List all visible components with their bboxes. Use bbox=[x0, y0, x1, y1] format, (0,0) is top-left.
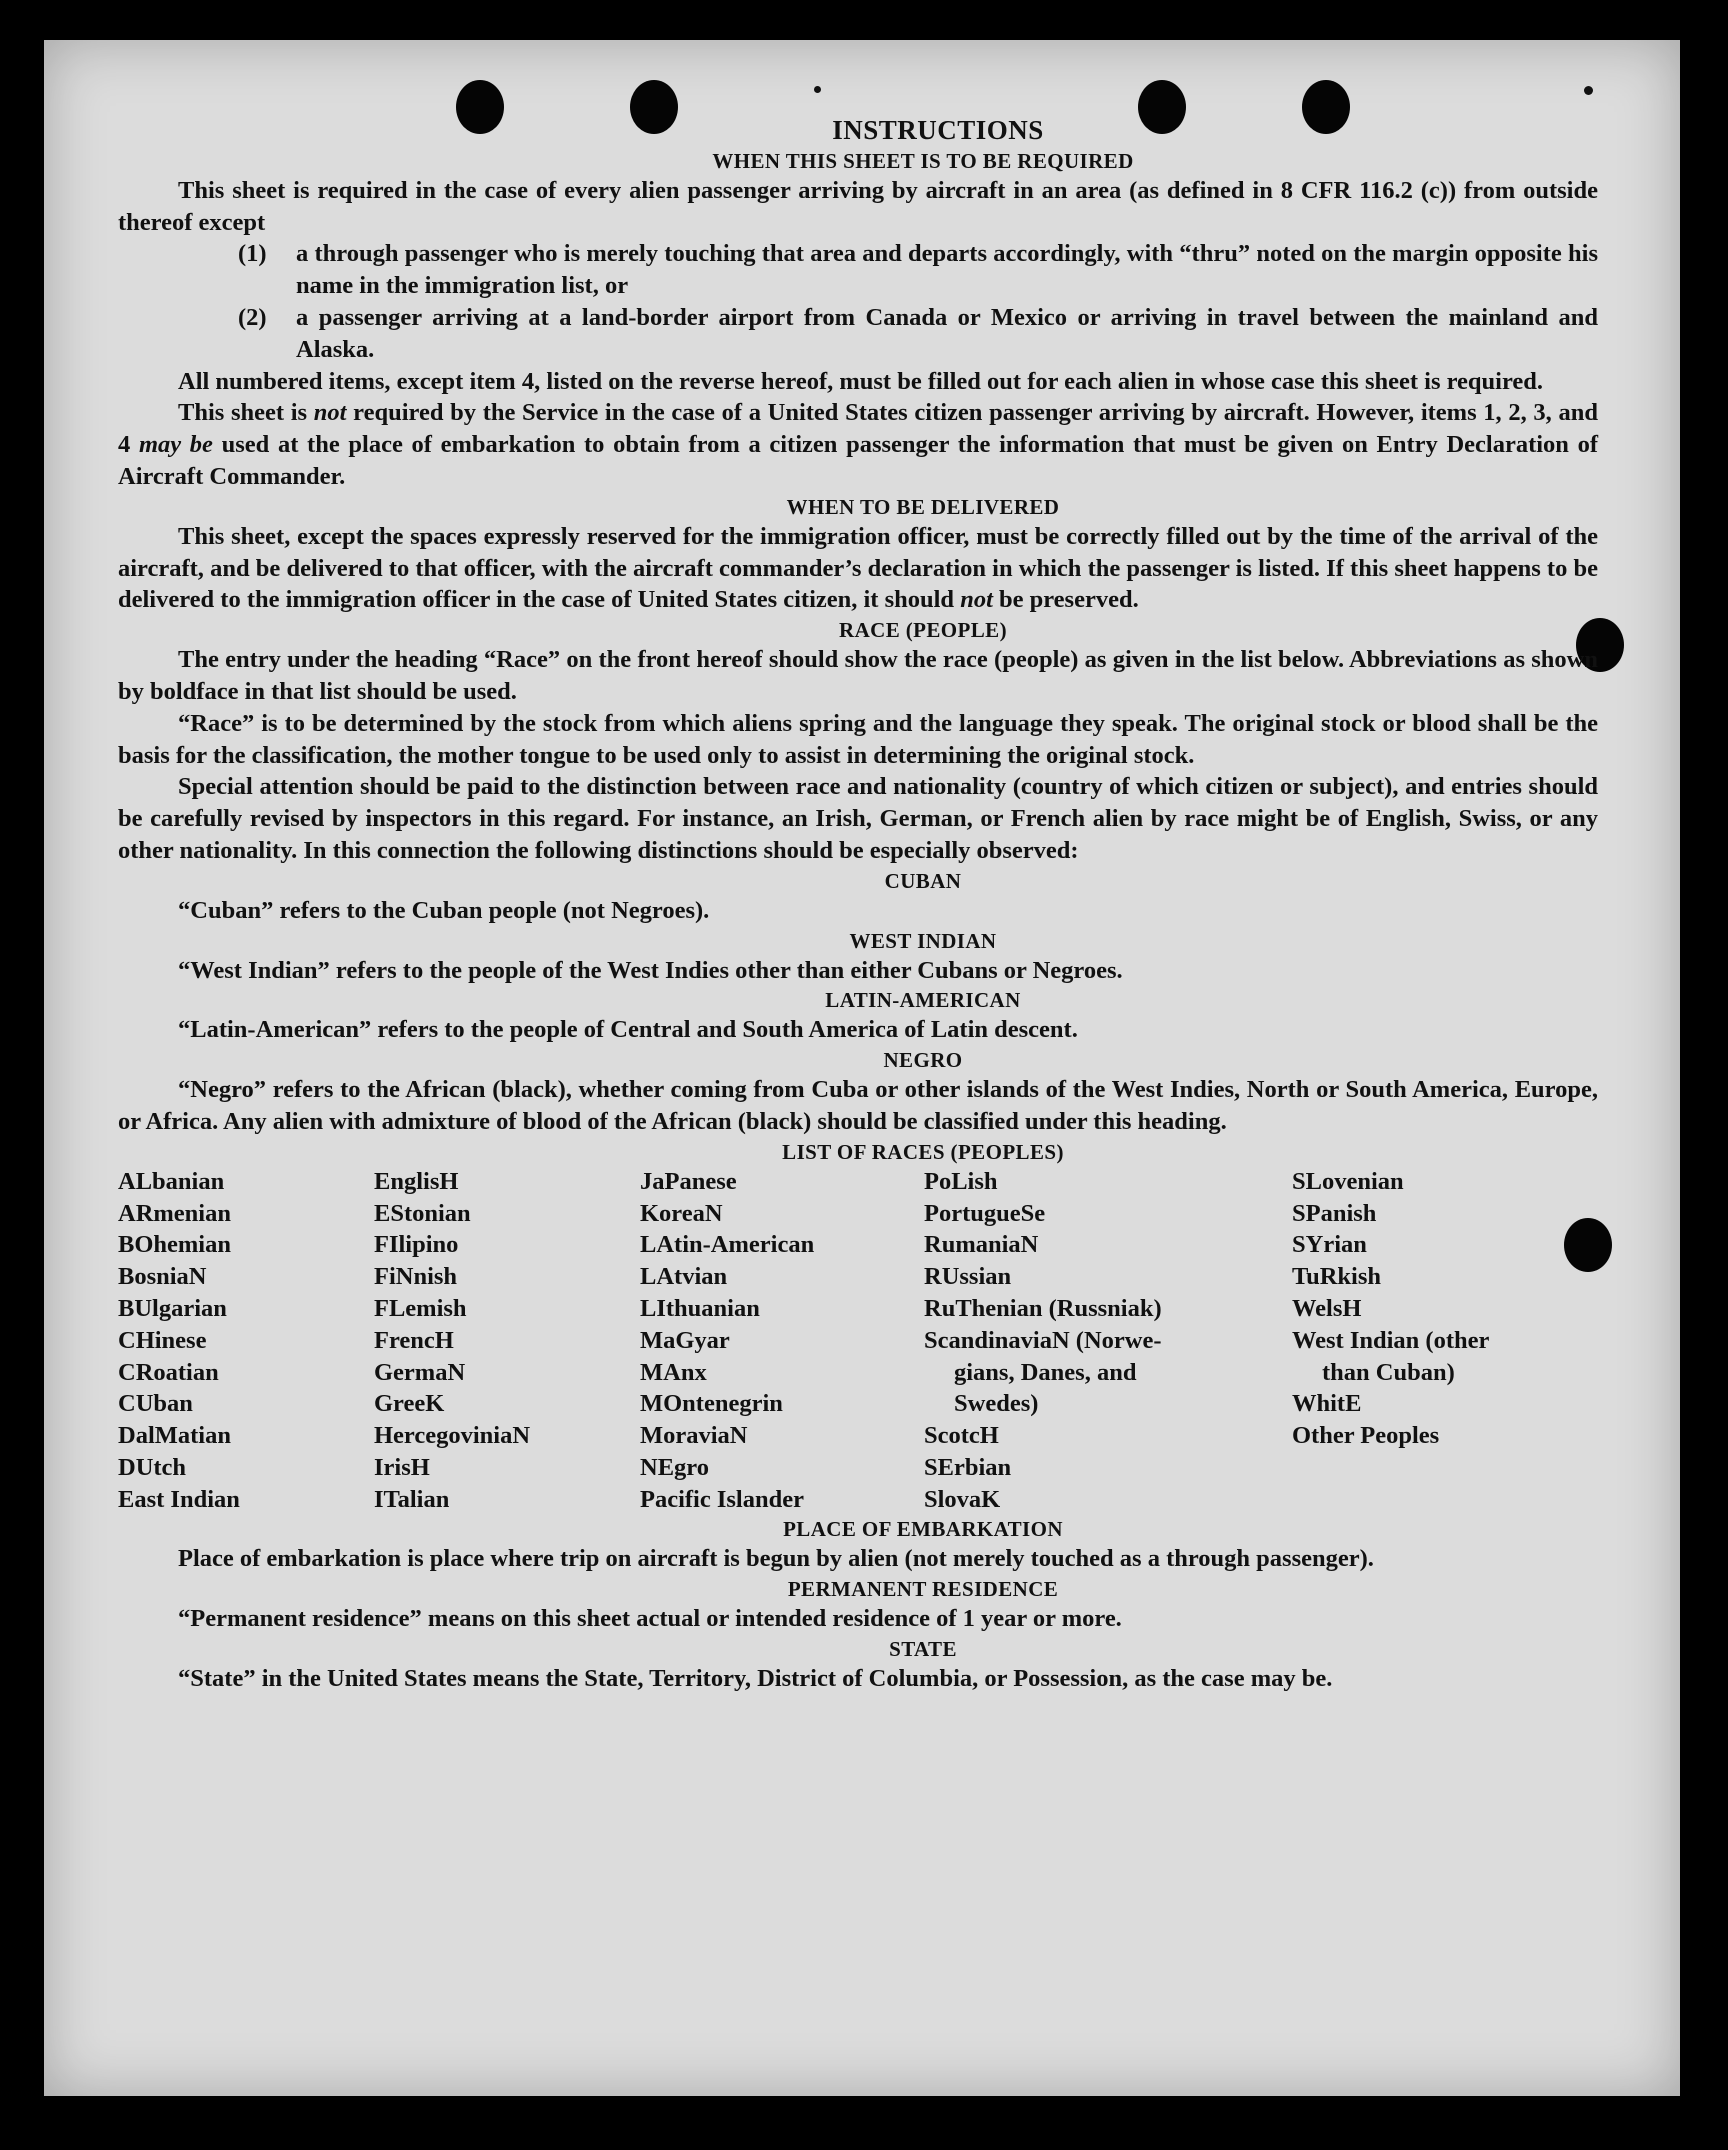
race-entry: FiNnish bbox=[374, 1263, 458, 1291]
race-entry: LAtvian bbox=[640, 1263, 728, 1291]
page-title: INSTRUCTIONS bbox=[832, 115, 1044, 145]
race-entry: TuRkish bbox=[1292, 1263, 1382, 1291]
race-entry: PortugueSe bbox=[924, 1199, 1046, 1227]
race-entry: KoreaN bbox=[640, 1199, 723, 1227]
heading-cuban: CUBAN bbox=[884, 868, 962, 893]
race-entry: BUlgarian bbox=[118, 1294, 227, 1322]
race-entry: CHinese bbox=[118, 1326, 207, 1354]
race-entry: FrencH bbox=[374, 1326, 454, 1354]
race-entry: CRoatian bbox=[118, 1358, 219, 1386]
race-entry: MoraviaN bbox=[640, 1422, 748, 1450]
race-entry: IrisH bbox=[374, 1453, 430, 1481]
race-entry: NEgro bbox=[640, 1453, 709, 1481]
race-entry: ScotcH bbox=[924, 1422, 999, 1450]
race-entry: RUssian bbox=[924, 1263, 1012, 1291]
speck bbox=[814, 86, 821, 93]
race-entry: SLovenian bbox=[1292, 1167, 1404, 1195]
race-para-3: Special attention should be paid to the distinction between race and nationality (country of which citizen or subject), and entries should be carefully revised by inspectors in this regard. For instance, an Irish, German, or French alien by race might be of English, Swiss, or any other nationality. In this connection the following distinctions should be especially observed: bbox=[118, 773, 1598, 864]
race-entry: East Indian bbox=[118, 1485, 240, 1513]
heading-state: STATE bbox=[889, 1637, 957, 1662]
races-list bbox=[118, 1166, 1598, 1516]
heading-negro: NEGRO bbox=[883, 1048, 963, 1073]
race-entry: MaGyar bbox=[640, 1326, 730, 1354]
item-number: (2) bbox=[238, 303, 267, 331]
heading-races-list: LIST OF RACES (PEOPLES) bbox=[782, 1139, 1064, 1164]
exception-item-1 bbox=[238, 238, 1598, 302]
delivered-para: This sheet, except the spaces expressly reserved for the immigration officer, must be correctly filled out by the time of the arrival of the aircraft, and be delivered to that officer, with the aircraft commander’s declaration in which the passenger is listed. If this sheet happens to be delivered to the immigration officer in the case of United States citizen, it should not be preserved. bbox=[118, 522, 1598, 614]
heading-residence: PERMANENT RESIDENCE bbox=[787, 1577, 1059, 1602]
heading-embarkation: PLACE OF EMBARKATION bbox=[783, 1517, 1063, 1542]
race-entry: JaPanese bbox=[640, 1167, 737, 1195]
races-column-2 bbox=[374, 1166, 640, 1516]
race-entry: SlovaK bbox=[924, 1485, 1001, 1513]
residence-text: “Permanent residence” means on this sheet actual or intended residence of 1 year or more. bbox=[178, 1605, 1122, 1633]
races-column-4 bbox=[924, 1166, 1292, 1516]
race-entry: ARmenian bbox=[118, 1199, 231, 1227]
races-column-5 bbox=[1292, 1166, 1562, 1516]
race-entry: ScandinaviaN (Norwe- bbox=[924, 1326, 1162, 1354]
race-entry: BosniaN bbox=[118, 1263, 207, 1291]
item-text: a passenger arriving at a land-border airport from Canada or Mexico or arriving in travel between the mainland and Alaska. bbox=[296, 303, 1598, 363]
race-entry: RuThenian (Russniak) bbox=[924, 1294, 1162, 1322]
race-entry: LIthuanian bbox=[640, 1294, 760, 1322]
heading-latin-american: LATIN-AMERICAN bbox=[825, 988, 1021, 1013]
race-entry-continued: Swedes) bbox=[954, 1390, 1039, 1418]
race-entry: SYrian bbox=[1292, 1231, 1367, 1259]
races-column-3 bbox=[640, 1166, 924, 1516]
race-entry: GreeK bbox=[374, 1390, 445, 1418]
speck bbox=[1584, 86, 1593, 95]
heading-race: RACE (PEOPLE) bbox=[839, 618, 1007, 643]
required-para-2: All numbered items, except item 4, listed on the reverse hereof, must be filled out for each alien in whose case this sheet is required. bbox=[178, 367, 1544, 395]
race-entry: SPanish bbox=[1292, 1199, 1377, 1227]
race-entry: HercegoviniaN bbox=[374, 1422, 531, 1450]
exception-item-2 bbox=[238, 302, 1598, 366]
race-entry: LAtin-American bbox=[640, 1231, 815, 1259]
race-entry: West Indian (other bbox=[1292, 1326, 1490, 1354]
race-entry: GermaN bbox=[374, 1358, 466, 1386]
negro-text: “Negro” refers to the African (black), whether coming from Cuba or other islands of the West Indies, North or South America, Europe, or Africa. Any alien with admixture of blood of the African (black) should be classified under this heading. bbox=[118, 1076, 1598, 1135]
heading-delivered: WHEN TO BE DELIVERED bbox=[786, 494, 1060, 519]
race-entry: WhitE bbox=[1292, 1390, 1362, 1418]
race-para-2: “Race” is to be determined by the stock from which aliens spring and the language they speak. The original stock or blood shall be the basis for the classification, the mother tongue to be used only to assist in determining the original stock. bbox=[118, 709, 1598, 769]
race-entry: DalMatian bbox=[118, 1422, 231, 1450]
race-entry: ALbanian bbox=[118, 1167, 225, 1195]
race-entry: MAnx bbox=[640, 1358, 707, 1386]
race-entry: FIlipino bbox=[374, 1231, 459, 1259]
item-text: a through passenger who is merely touching that area and departs accordingly, with “thru” noted on the margin opposite his name in the immigration list, or bbox=[296, 240, 1598, 300]
race-entry: PoLish bbox=[924, 1167, 998, 1195]
race-entry: WelsH bbox=[1292, 1294, 1362, 1322]
race-entry: ITalian bbox=[374, 1485, 450, 1513]
instructions-content bbox=[118, 115, 1598, 1695]
cuban-text: “Cuban” refers to the Cuban people (not Negroes). bbox=[178, 896, 710, 924]
race-entry: DUtch bbox=[118, 1453, 187, 1481]
race-para-1: The entry under the heading “Race” on the front hereof should show the race (people) as given in the list below. Abbreviations as shown by boldface in that list should be used. bbox=[118, 646, 1598, 705]
west-indian-text: “West Indian” refers to the people of the West Indies other than either Cubans or Negroes. bbox=[178, 956, 1123, 984]
race-entry-continued: than Cuban) bbox=[1322, 1358, 1455, 1386]
item-number: (1) bbox=[238, 240, 267, 268]
race-entry: Pacific Islander bbox=[640, 1485, 804, 1513]
required-para-3: This sheet is not required by the Service in the case of a United States citizen passenger arriving by aircraft. However, items 1, 2, 3, and 4 may be used at the place of embarkation to obtain from a citizen passenger the information that must be given on Entry Declaration of Aircraft Commander. bbox=[118, 399, 1598, 490]
race-entry: BOhemian bbox=[118, 1231, 231, 1259]
race-entry: Other Peoples bbox=[1292, 1422, 1440, 1450]
race-entry: SErbian bbox=[924, 1453, 1012, 1481]
heading-west-indian: WEST INDIAN bbox=[849, 928, 997, 953]
heading-required: WHEN THIS SHEET IS TO BE REQUIRED bbox=[712, 148, 1134, 173]
latin-american-text: “Latin-American” refers to the people of Central and South America of Latin descent. bbox=[178, 1016, 1078, 1044]
race-entry: EnglisH bbox=[374, 1167, 459, 1195]
race-entry: RumaniaN bbox=[924, 1231, 1039, 1259]
state-text: “State” in the United States means the State, Territory, District of Columbia, or Possession, as the case may be. bbox=[178, 1665, 1333, 1693]
race-entry-continued: gians, Danes, and bbox=[954, 1358, 1137, 1386]
race-entry: MOntenegrin bbox=[640, 1390, 783, 1418]
race-entry: FLemish bbox=[374, 1294, 467, 1322]
race-entry: EStonian bbox=[374, 1199, 471, 1227]
race-entry: CUban bbox=[118, 1390, 193, 1418]
required-intro: This sheet is required in the case of every alien passenger arriving by aircraft in an area (as defined in 8 CFR 116.2 (c)) from outside thereof except bbox=[118, 176, 1598, 236]
embarkation-text: Place of embarkation is place where trip on aircraft is begun by alien (not merely touched as a through passenger). bbox=[178, 1545, 1374, 1573]
races-column-1 bbox=[118, 1166, 374, 1516]
